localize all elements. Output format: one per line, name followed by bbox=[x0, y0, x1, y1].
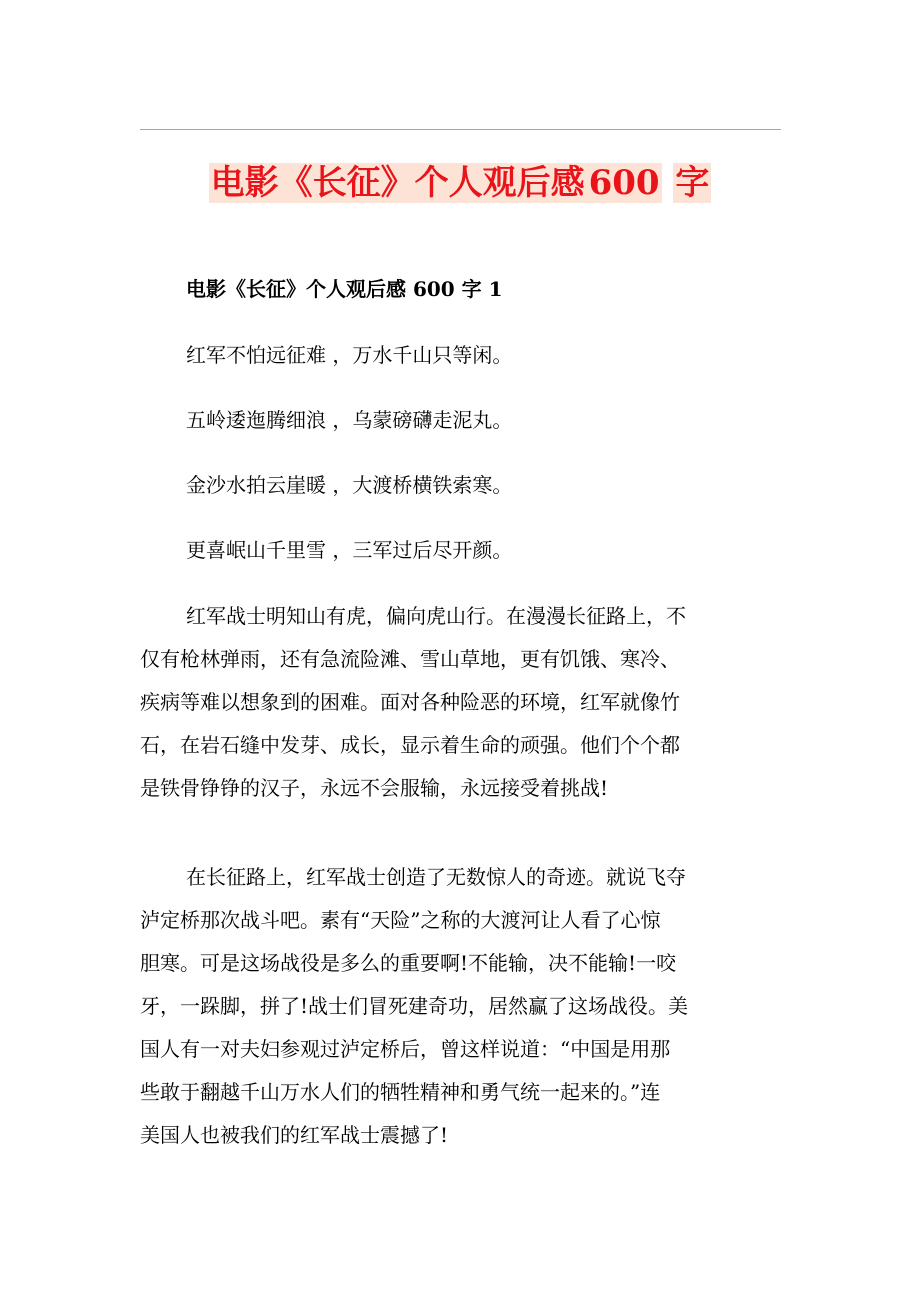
section-heading: 电影《长征》个人观后感 600 字 1 bbox=[186, 277, 503, 301]
paragraph-line: 牙，一跺脚，拼了!战士们冒死建奇功，居然赢了这场战役。美 bbox=[140, 994, 689, 1018]
poem-line-1: 红军不怕远征难 ，万水千山只等闲。 bbox=[186, 343, 513, 367]
title-part-suffix: 字 bbox=[675, 163, 710, 203]
header-rule bbox=[140, 129, 781, 130]
paragraph-line: 胆寒。可是这场战役是多么的重要啊!不能输，决不能输!一咬 bbox=[140, 951, 677, 975]
paragraph-line: 些敢于翻越千山万水人们的牺牲精神和勇气统一起来的。”连 bbox=[140, 1080, 661, 1104]
paragraph-line: 泸定桥那次战斗吧。素有“天险”之称的大渡河让人看了心惊 bbox=[140, 908, 661, 932]
paragraph-1 bbox=[140, 595, 780, 810]
poem-line-2: 五岭逶迤腾细浪 ，乌蒙磅礴走泥丸。 bbox=[186, 408, 513, 432]
paragraph-line: 仅有枪林弹雨，还有急流险滩、雪山草地，更有饥饿、寒冷、 bbox=[140, 647, 680, 671]
poem-line-4: 更喜岷山千里雪 ，三军过后尽开颜。 bbox=[186, 538, 513, 562]
document-title bbox=[0, 160, 920, 206]
paragraph-2 bbox=[140, 856, 780, 1157]
poem-line-3: 金沙水拍云崖暖 ，大渡桥横铁索寒。 bbox=[186, 473, 513, 497]
title-part-main: 电影《长征》个人观后感 bbox=[210, 163, 585, 203]
paragraph-line: 红军战士明知山有虎，偏向虎山行。在漫漫长征路上，不 bbox=[186, 604, 686, 628]
paragraph-line: 在长征路上，红军战士创造了无数惊人的奇迹。就说飞夺 bbox=[186, 865, 686, 889]
paragraph-line: 石，在岩石缝中发芽、成长，显示着生命的顽强。他们个个都 bbox=[140, 733, 680, 757]
title-part-number: 600 bbox=[588, 163, 660, 203]
paragraph-line: 疾病等难以想象到的困难。面对各种险恶的环境，红军就像竹 bbox=[140, 690, 680, 714]
paragraph-line: 是铁骨铮铮的汉子，永远不会服输，永远接受着挑战! bbox=[140, 776, 609, 800]
paragraph-line: 美国人也被我们的红军战士震撼了! bbox=[140, 1123, 449, 1147]
paragraph-line: 国人有一对夫妇参观过泸定桥后，曾这样说道：“中国是用那 bbox=[140, 1037, 671, 1061]
